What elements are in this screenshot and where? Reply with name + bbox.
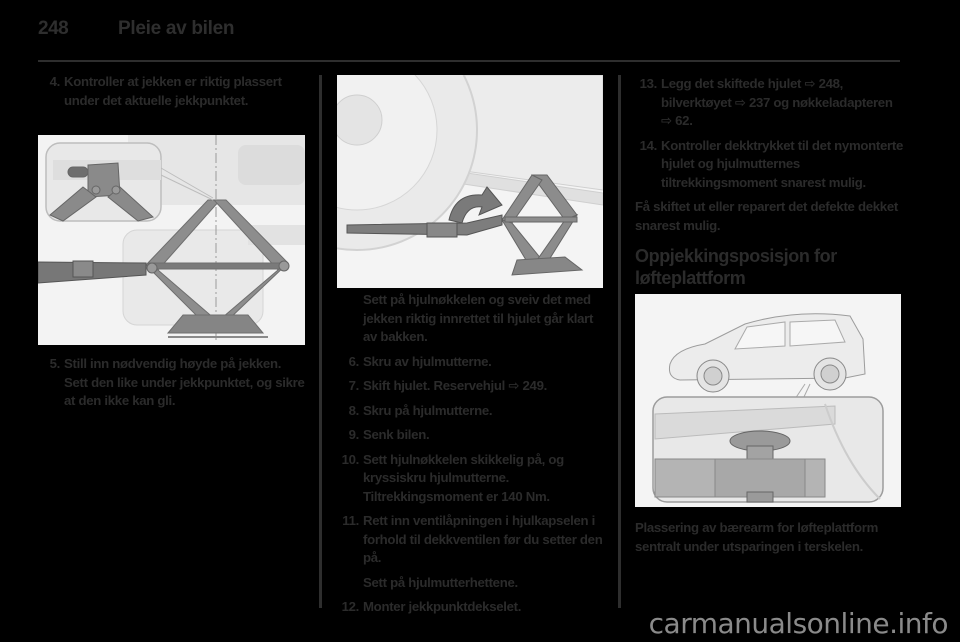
lift-platform-illustration bbox=[635, 294, 901, 507]
left-column bbox=[38, 73, 306, 116]
step-8 bbox=[337, 402, 607, 421]
note-paragraph: Få skiftet ut eller reparert det defekte dekket snarest mulig. bbox=[635, 199, 898, 233]
page-reference-icon: ⇨ bbox=[661, 113, 672, 128]
step-text: Sett på hjulmutterhettene. bbox=[363, 574, 518, 590]
section-heading: Oppjekkingsposisjon for løfteplattform bbox=[635, 246, 837, 288]
step-number: 6. bbox=[348, 353, 359, 369]
step-9 bbox=[337, 426, 607, 445]
step-text: Legg det skiftede hjulet bbox=[661, 76, 802, 91]
step-text: Senk bilen. bbox=[363, 427, 430, 442]
right-column bbox=[635, 75, 903, 297]
step-number: 13. bbox=[639, 76, 657, 91]
middle-column bbox=[337, 291, 607, 623]
step-7 bbox=[337, 377, 607, 396]
column-divider-left bbox=[319, 75, 322, 608]
step-text: og nøkkeladapteren bbox=[773, 94, 893, 110]
step-number: 11. bbox=[342, 513, 359, 528]
step-number: 5. bbox=[49, 356, 60, 371]
step-text: Still inn nødvendig høyde på jekken. Sett den like under jekkpunktet, og sikre at den ikke kan gli. bbox=[64, 356, 305, 408]
step-number: 4. bbox=[49, 74, 60, 89]
step-text: Monter jekkpunktdekselet. bbox=[363, 599, 522, 614]
page-reference-link[interactable]: 62. bbox=[675, 113, 693, 128]
step-number: 8. bbox=[348, 402, 359, 418]
page-reference-icon: ⇨ bbox=[508, 378, 520, 393]
step-text: bilverktøyet bbox=[661, 94, 732, 110]
figure-caption bbox=[635, 519, 907, 562]
step-text: Kontroller at jekken er riktig plassert under det aktuelle jekkpunktet. bbox=[64, 74, 282, 108]
wheel-lift-illustration bbox=[337, 75, 603, 288]
step-text: Sett på hjulnøkkelen og sveiv det med jekken riktig innrettet til hjulet går klart av bakken. bbox=[363, 292, 594, 344]
step-5 bbox=[38, 355, 306, 411]
step-number: 12. bbox=[341, 599, 359, 614]
step-13 bbox=[635, 75, 903, 131]
step-number: 10. bbox=[341, 451, 359, 467]
caption-text: Plassering av bærearm for løfteplattform sentralt under utsparingen i terskelen. bbox=[635, 520, 879, 554]
column-divider-right bbox=[618, 75, 621, 608]
step-14 bbox=[635, 137, 903, 193]
page-title: Pleie av bilen bbox=[118, 18, 235, 39]
step-text: Skru av hjulmutterne. bbox=[363, 353, 492, 369]
step-text: Rett inn ventilåpningen i hjulkapselen i forhold til dekkventilen før du setter den på. bbox=[363, 513, 603, 565]
step-5-continued bbox=[337, 291, 607, 347]
page-reference-icon: ⇨ bbox=[734, 94, 746, 110]
step-text: Skift hjulet. Reservehjul bbox=[363, 378, 505, 393]
figure-jack-crank bbox=[337, 75, 603, 288]
step-11 bbox=[337, 512, 607, 568]
page-number: 248 bbox=[38, 18, 69, 39]
page-reference-link[interactable]: 248, bbox=[818, 76, 844, 91]
step-number: 7. bbox=[348, 378, 359, 393]
scissor-jack-illustration bbox=[38, 135, 305, 345]
step-10 bbox=[337, 451, 607, 507]
page-reference-icon: ⇨ bbox=[804, 76, 816, 91]
page-reference-link[interactable]: 249. bbox=[522, 378, 547, 393]
left-column-lower bbox=[38, 355, 306, 417]
step-text: Kontroller dekktrykket til det nymonterte hjulet og hjulmutternes tiltrekkingsmoment snarest mulig. bbox=[661, 137, 903, 190]
page-reference-link[interactable]: 237 bbox=[748, 94, 771, 110]
step-11-continued bbox=[337, 574, 607, 593]
header-rule bbox=[38, 60, 900, 62]
step-6 bbox=[337, 353, 607, 372]
step-12 bbox=[337, 598, 607, 617]
figure-jack-placement bbox=[38, 135, 305, 345]
figure-lift-platform bbox=[635, 294, 901, 507]
step-text: Skru på hjulmutterne. bbox=[363, 402, 493, 418]
step-4 bbox=[38, 73, 306, 110]
watermark: carmanualsonline.info bbox=[648, 607, 948, 640]
step-number: 9. bbox=[348, 427, 359, 442]
step-number: 14. bbox=[639, 137, 657, 153]
step-text: Sett hjulnøkkelen skikkelig på, og kryssiskru hjulmutterne. Tiltrekkingsmoment er 140 Nm. bbox=[363, 451, 564, 504]
